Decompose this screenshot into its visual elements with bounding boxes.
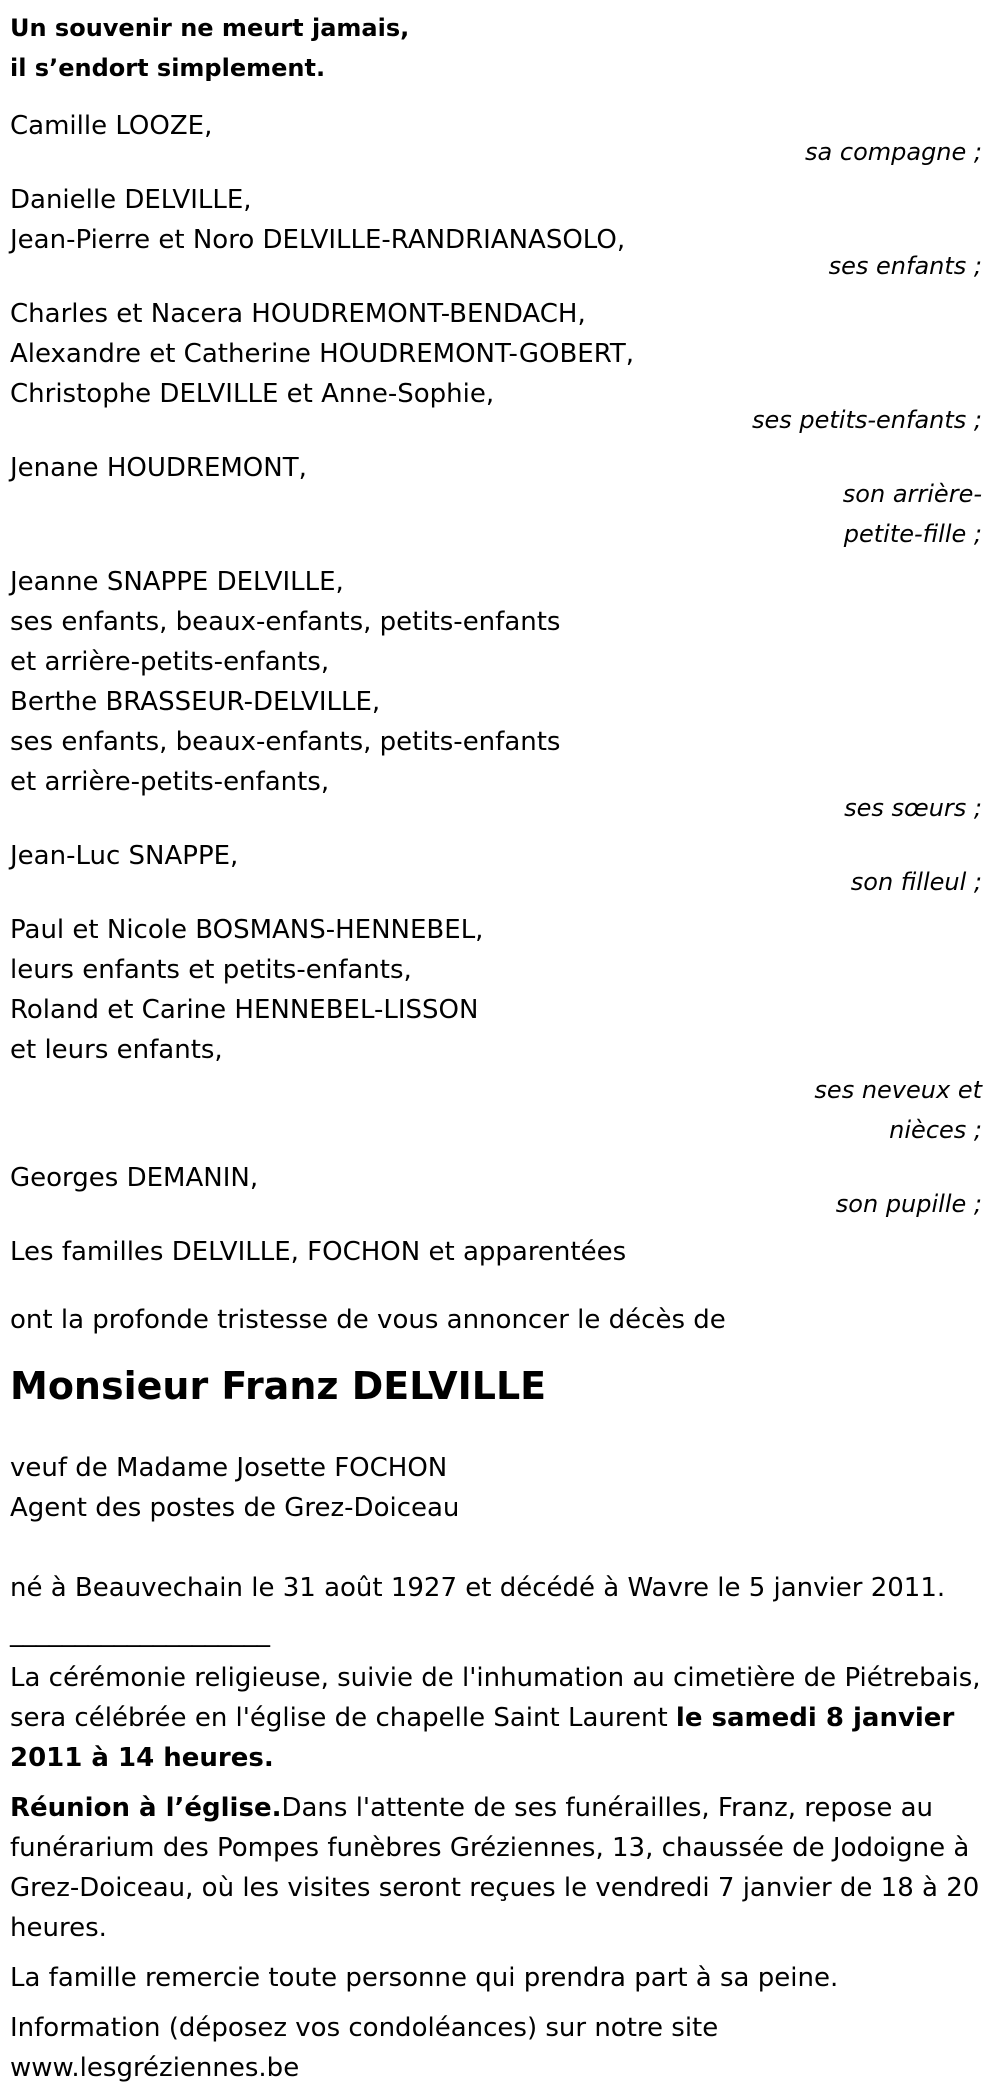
family-role: sa compagne ; [805,138,982,166]
thanks-paragraph: La famille remercie toute personne qui prendra part à sa peine. [10,1963,839,1993]
deceased-detail-line: veuf de Madame Josette FOCHON [10,1453,448,1483]
ceremony-text: La cérémonie religieuse, suivie de l'inhumation au cimetière de Piétrebais, sera célébrée en l'église de chapelle Saint Laurent [10,1663,981,1733]
family-group [10,448,990,554]
family-name-line: Christophe DELVILLE et Anne-Sophie, [10,379,495,409]
family-name-line: Jean-Pierre et Noro DELVILLE-RANDRIANASOLO, [10,225,626,255]
deceased-detail-line: Agent des postes de Grez-Doiceau [10,1493,460,1523]
family-name-line: Les familles DELVILLE, FOCHON et apparentées [10,1237,627,1267]
reunion-text: Dans l'attente de ses funérailles, Franz, repose au funérarium des Pompes funèbres Gréziennes, 13, chaussée de Jodoigne à Grez-Doiceau, où les visites seront reçues le vendredi 7 janvier de 18 à 20 heures. [10,1793,980,1943]
epigraph-line-2: il s’endort simplement. [10,54,326,82]
family-name-line: et arrière-petits-enfants, [10,647,330,677]
family-name-line: Jean-Luc SNAPPE, [10,841,239,871]
family-role: son pupille ; [835,1190,982,1218]
family-role: ses sœurs ; [844,794,982,822]
family-group [10,836,990,902]
family-name-line: Camille LOOZE, [10,111,213,141]
family-role [10,1070,990,1150]
family-group [10,1232,990,1272]
family-role: son filleul ; [850,868,982,896]
reunion-heading: Réunion à l’église. [10,1793,282,1823]
family-name-line: Roland et Carine HENNEBEL-LISSON [10,995,479,1025]
family-name-line: Jeanne SNAPPE DELVILLE, [10,567,344,597]
family-name-line: ses enfants, beaux-enfants, petits-enfants [10,727,561,757]
family-name-line: Georges DEMANIN, [10,1163,259,1193]
epigraph [10,8,990,88]
info-line: Information (déposez vos condoléances) sur notre site [10,2013,719,2043]
reunion-paragraph [10,1788,990,1948]
ceremony-paragraph [10,1658,990,1778]
family-group [10,106,990,172]
family-names [10,1232,990,1272]
family-name-line: Berthe BRASSEUR-DELVILLE, [10,687,381,717]
deceased-name: Monsieur Franz DELVILLE [10,1364,547,1408]
ceremony-date: le samedi 8 janvier 2011 à 14 heures. [10,1703,955,1773]
family-role: ses enfants ; [828,252,982,280]
separator-line: ____________________ [10,1618,270,1648]
family-group [10,294,990,440]
announcement: ont la profonde tristesse de vous annoncer le décès de [10,1305,726,1335]
epigraph-line-1: Un souvenir ne meurt jamais, [10,14,410,42]
family-name-line: Danielle DELVILLE, [10,185,252,215]
family-group [10,1158,990,1224]
family-names [10,562,990,802]
info-paragraph [10,2008,990,2088]
deceased-details [10,1448,990,1528]
family-group [10,562,990,828]
family-group [10,910,990,1150]
family-name-line: Alexandre et Catherine HOUDREMONT-GOBERT, [10,339,635,369]
family-name-line: leurs enfants et petits-enfants, [10,955,412,985]
family-names [10,294,990,414]
family-name-line: et arrière-petits-enfants, [10,767,330,797]
birth-death-line: né à Beauvechain le 31 août 1927 et décédé à Wavre le 5 janvier 2011. [10,1573,946,1603]
family-role-line: son arrière- [842,480,982,508]
family-role-line: ses neveux et [814,1076,982,1104]
family-name-line: Paul et Nicole BOSMANS-HENNEBEL, [10,915,484,945]
family-role-line: petite-fille ; [843,520,982,548]
family-name-line: Charles et Nacera HOUDREMONT-BENDACH, [10,299,586,329]
family-name-line: Jenane HOUDREMONT, [10,453,307,483]
family-name-line: ses enfants, beaux-enfants, petits-enfants [10,607,561,637]
family-group [10,180,990,286]
family-name-line: et leurs enfants, [10,1035,223,1065]
family-role: ses petits-enfants ; [751,406,982,434]
family-names [10,910,990,1070]
website-link[interactable]: www.lesgréziennes.be [10,2053,300,2083]
family-role-line: nièces ; [889,1116,982,1144]
